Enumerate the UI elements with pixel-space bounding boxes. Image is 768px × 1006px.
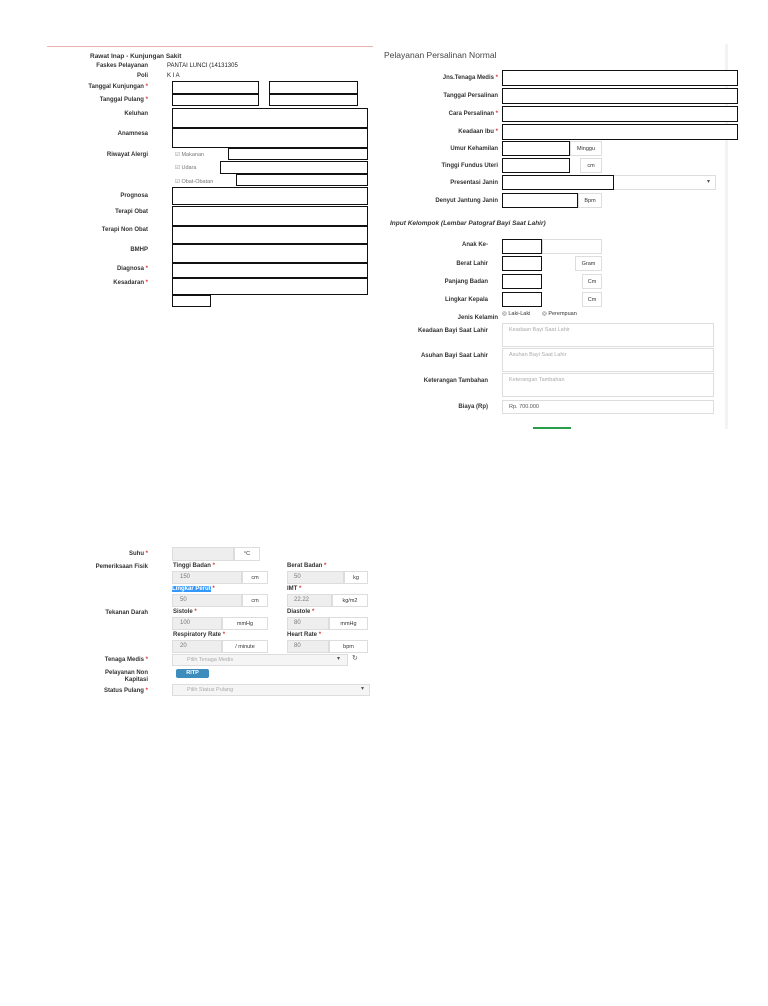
imt-value: 22.22 <box>294 597 310 603</box>
chevron-down-icon[interactable]: ▾ <box>707 179 711 185</box>
ritp-button[interactable]: RITP <box>176 669 209 678</box>
bmhp-label: BMHP <box>130 247 148 253</box>
diastole-label: Diastole * <box>287 609 315 615</box>
lingkar-kepala-input[interactable] <box>502 292 542 307</box>
tekanan-darah-label: Tekanan Darah <box>105 610 148 616</box>
berat-lahir-label: Berat Lahir <box>456 261 488 267</box>
tanggal-kunjungan-date-input[interactable] <box>172 81 259 94</box>
panjang-badan-input[interactable] <box>502 274 542 289</box>
berat-badan-unit: kg <box>344 571 368 584</box>
presentasi-janin-label: Presentasi Janin <box>450 180 498 186</box>
panel-title: Rawat Inap - Kunjungan Sakit <box>90 53 182 60</box>
lingkar-perut-value: 50 <box>180 597 187 603</box>
status-pulang-select[interactable]: Pilih Status Pulang <box>172 684 370 696</box>
tinggi-fundus-label: Tinggi Fundus Uteri <box>441 163 498 169</box>
diagnosa-input[interactable] <box>172 263 368 278</box>
faskes-value: PANTAI LUNCI (14131305 <box>167 63 238 69</box>
anak-ke-label: Anak Ke- <box>461 242 488 248</box>
cara-persalinan-label: Cara Persalinan * <box>448 111 498 117</box>
bmhp-textarea[interactable] <box>172 244 368 263</box>
keluhan-textarea[interactable] <box>172 108 368 128</box>
respiratory-unit: / minute <box>222 640 268 653</box>
denyut-jantung-unit: Bpm <box>578 193 602 208</box>
alergi-makanan-input[interactable] <box>228 148 368 160</box>
denyut-jantung-label: Denyut Jantung Janin <box>435 198 498 204</box>
berat-badan-value: 50 <box>294 574 301 580</box>
alergi-udara-input[interactable] <box>220 161 368 174</box>
diastole-value: 80 <box>294 620 301 626</box>
umur-kehamilan-unit: Minggu <box>570 141 602 156</box>
berat-badan-label: Berat Badan * <box>287 563 327 569</box>
tanggal-persalinan-label: Tanggal Persalinan <box>443 93 498 99</box>
pemeriksaan-label: Pemeriksaan Fisik <box>95 564 148 570</box>
keadaan-ibu-select[interactable] <box>502 124 738 140</box>
jenis-kelamin-label: Jenis Kelamin <box>457 315 498 321</box>
tanggal-kunjungan-time-input[interactable] <box>269 81 358 94</box>
umur-kehamilan-label: Umur Kehamilan <box>450 146 498 152</box>
terapi-non-obat-label: Terapi Non Obat <box>101 227 148 233</box>
tenaga-medis-label: Tenaga Medis * <box>104 657 148 663</box>
tenaga-medis-select[interactable]: Pilih Tenaga Medis <box>172 654 348 666</box>
anak-ke-extra <box>542 239 602 254</box>
anamnesa-textarea[interactable] <box>172 128 368 148</box>
keadaan-bayi-placeholder: Keadaan Bayi Saat Lahir <box>509 327 570 333</box>
asuhan-bayi-label: Asuhan Bayi Saat Lahir <box>420 353 488 359</box>
prognosa-select[interactable] <box>172 187 368 205</box>
biaya-value: Rp. 700.000 <box>509 404 539 410</box>
suhu-input[interactable] <box>172 547 234 561</box>
jns-tenaga-medis-select[interactable] <box>502 70 738 86</box>
jenis-kelamin-laki-radio[interactable]: ◎ Laki-Laki <box>502 311 531 317</box>
pelayanan-non-kapitasi-label: Pelayanan Non Kapitasi <box>104 670 148 683</box>
tinggi-badan-value: 150 <box>180 574 191 580</box>
riwayat-alergi-label: Riwayat Alergi <box>106 152 148 158</box>
lingkar-perut-label: Lingkar Perut * <box>172 586 215 592</box>
sistole-unit: mmHg <box>222 617 268 630</box>
sistole-label: Sistole * <box>173 609 197 615</box>
umur-kehamilan-input[interactable] <box>502 141 570 156</box>
extra-small-input[interactable] <box>172 295 211 307</box>
terapi-obat-label: Terapi Obat <box>115 209 148 215</box>
berat-lahir-input[interactable] <box>502 256 542 271</box>
heart-rate-unit: bpm <box>329 640 368 653</box>
kesadaran-label: Kesadaran * <box>113 280 148 286</box>
status-pulang-label: Status Pulang * <box>103 688 148 694</box>
tinggi-fundus-unit: cm <box>580 158 602 173</box>
keterangan-placeholder: Keterangan Tambahan <box>509 377 565 383</box>
anamnesa-label: Anamnesa <box>117 131 148 137</box>
tinggi-badan-unit: cm <box>242 571 268 584</box>
chevron-down-icon[interactable]: ▾ <box>361 686 365 692</box>
link-underline[interactable] <box>533 427 571 429</box>
denyut-jantung-input[interactable] <box>502 193 578 208</box>
heart-rate-label: Heart Rate * <box>287 632 322 638</box>
tanggal-pulang-label: Tanggal Pulang * <box>99 97 148 103</box>
imt-unit: kg/m2 <box>332 594 368 607</box>
tanggal-pulang-date-input[interactable] <box>172 94 259 106</box>
heart-rate-value: 80 <box>294 643 301 649</box>
jenis-kelamin-perempuan-radio[interactable]: ◎ Perempuan <box>542 311 577 317</box>
panel2-title: Pelayanan Persalinan Normal <box>384 50 497 60</box>
diastole-unit: mmHg <box>329 617 368 630</box>
prognosa-label: Prognosa <box>120 193 148 199</box>
lingkar-perut-unit: cm <box>242 594 268 607</box>
suhu-label: Suhu * <box>128 551 148 557</box>
alergi-udara-checkbox[interactable]: ☑ Udara <box>175 165 197 171</box>
respiratory-label: Respiratory Rate * <box>173 632 226 638</box>
terapi-non-obat-textarea[interactable] <box>172 226 368 244</box>
keluhan-label: Keluhan <box>124 111 148 117</box>
biaya-label: Biaya (Rp) <box>458 404 488 410</box>
imt-label: IMT * <box>287 586 302 592</box>
poli-label: Poli <box>136 73 148 79</box>
section-title: Input Kelompok (Lembar Patograf Bayi Saat Lahir) <box>390 220 546 227</box>
panjang-badan-unit: Cm <box>582 274 602 289</box>
keterangan-label: Keterangan Tambahan <box>423 378 488 384</box>
berat-lahir-unit: Gram <box>575 256 602 271</box>
faskes-label: Faskes Pelayanan <box>96 63 148 69</box>
lingkar-kepala-unit: Cm <box>582 292 602 307</box>
asuhan-bayi-placeholder: Asuhan Bayi Saat Lahir <box>509 352 567 358</box>
tanggal-pulang-time-input[interactable] <box>269 94 358 106</box>
tinggi-badan-label: Tinggi Badan * <box>173 563 215 569</box>
diagnosa-label: Diagnosa * <box>116 266 148 272</box>
keadaan-ibu-label: Keadaan Ibu * <box>458 129 498 135</box>
poli-value: K I A <box>167 73 180 79</box>
tanggal-persalinan-input[interactable] <box>502 88 738 104</box>
suhu-unit: °C <box>234 547 260 561</box>
presentasi-janin-select-focus[interactable] <box>502 175 614 190</box>
panel-top-divider <box>47 46 373 47</box>
alergi-makanan-checkbox[interactable]: ☑ Makanan <box>175 152 205 158</box>
cara-persalinan-select[interactable] <box>502 106 738 122</box>
tanggal-kunjungan-label: Tanggal Kunjungan * <box>88 84 148 90</box>
terapi-obat-textarea[interactable] <box>172 206 368 226</box>
refresh-icon[interactable]: ↻ <box>352 655 358 662</box>
panjang-badan-label: Panjang Badan <box>444 279 488 285</box>
alergi-obat-checkbox[interactable]: ☑ Obat-Obatan <box>175 179 214 185</box>
chevron-down-icon[interactable]: ▾ <box>337 656 341 662</box>
kesadaran-select[interactable] <box>172 278 368 295</box>
tinggi-fundus-input[interactable] <box>502 158 570 173</box>
jns-tenaga-medis-label: Jns.Tenaga Medis * <box>442 75 498 81</box>
anak-ke-input[interactable] <box>502 239 542 254</box>
sistole-value: 100 <box>180 620 191 626</box>
lingkar-kepala-label: Lingkar Kepala <box>444 297 488 303</box>
keadaan-bayi-label: Keadaan Bayi Saat Lahir <box>417 328 488 334</box>
respiratory-value: 20 <box>180 643 187 649</box>
alergi-obat-input[interactable] <box>236 174 368 186</box>
